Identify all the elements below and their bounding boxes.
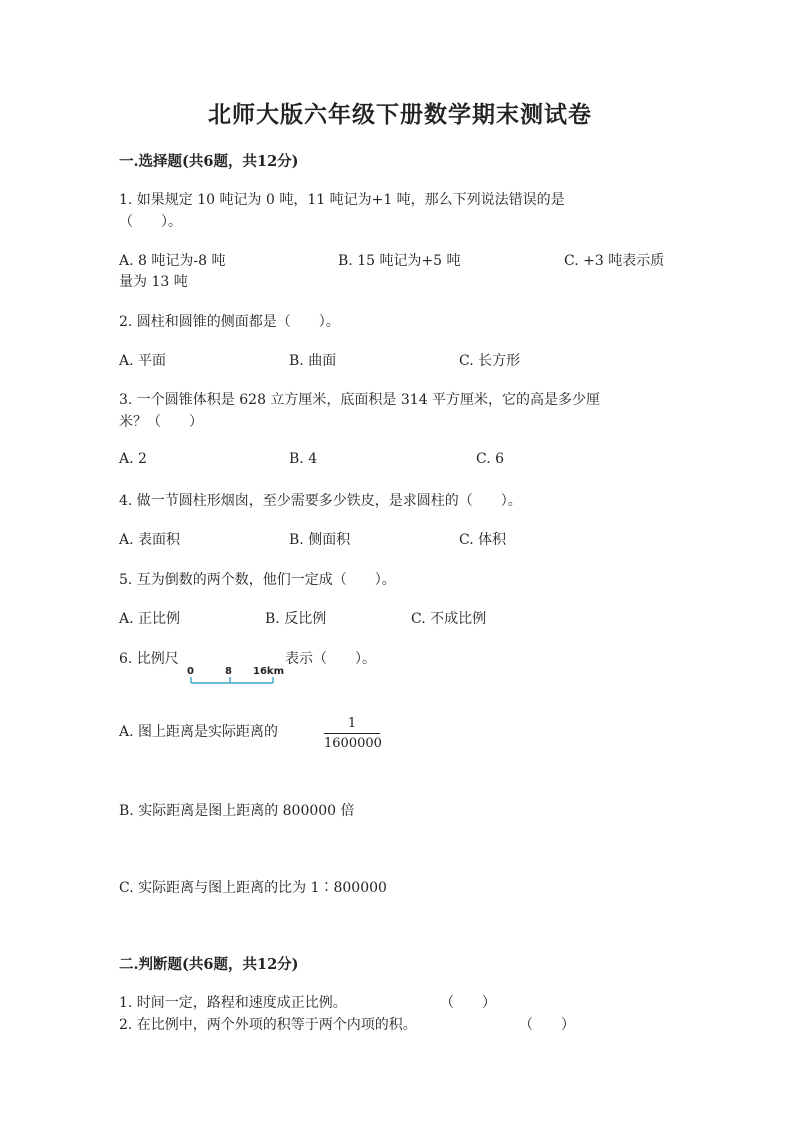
section-heading-judgment: 二.判断题(共6题，共12分) [119,956,299,973]
question-3-option-b: B. 4 [289,451,318,467]
question-5-text: 5. 互为倒数的两个数，他们一定成（ ）。 [119,572,396,588]
fraction [324,715,380,752]
question-1-option-b: B. 15 吨记为+5 吨 [338,253,461,269]
judgment-1-paren: （ ） [440,995,496,1011]
scale-label-0: 0 [187,666,194,677]
question-6-option-c: C. 实际距离与图上距离的比为 1∶800000 [119,880,387,896]
question-5-option-a: A. 正比例 [119,611,181,627]
question-4-option-b: B. 侧面积 [289,532,351,548]
question-2-text: 2. 圆柱和圆锥的侧面都是（ ）。 [119,314,340,330]
question-3-text-cont: 米？（ ） [119,414,203,430]
question-1-option-a: A. 8 吨记为-8 吨 [119,253,226,269]
question-6-option-b: B. 实际距离是图上距离的 800000 倍 [119,803,355,819]
question-1-text-cont: （ ）。 [119,214,182,230]
question-5-option-c: C. 不成比例 [411,611,487,627]
scale-label-8: 8 [225,666,232,677]
scale-bar-diagram [186,661,286,689]
question-6-text-suffix: 表示（ ）。 [285,651,376,667]
question-2-option-a: A. 平面 [119,353,167,369]
question-4-option-c: C. 体积 [459,532,507,548]
question-6-text-prefix: 6. 比例尺 [119,651,179,667]
question-6-option-a: A. 图上距离是实际距离的 [119,724,279,740]
question-4-text: 4. 做一节圆柱形烟囱，至少需要多少铁皮，是求圆柱的（ ）。 [119,493,522,509]
question-3-text: 3. 一个圆锥体积是 628 立方厘米，底面积是 314 平方厘米，它的高是多少厘 [119,392,601,408]
question-1-option-c-cont: 量为 13 吨 [119,274,188,290]
judgment-1-text: 1. 时间一定，路程和速度成正比例。 [119,995,347,1011]
question-4-option-a: A. 表面积 [119,532,181,548]
question-3-option-a: A. 2 [119,451,147,467]
fraction-numerator: 1 [347,716,357,731]
question-1-option-c: C. +3 吨表示质 [564,253,665,269]
section-heading-choice: 一.选择题(共6题，共12分) [119,153,299,170]
fraction-denominator: 1600000 [324,736,382,751]
question-5-option-b: B. 反比例 [265,611,327,627]
question-3-option-c: C. 6 [476,451,505,467]
scale-label-16km: 16km [253,666,284,677]
question-2-option-b: B. 曲面 [289,353,337,369]
judgment-2-paren: （ ） [519,1017,575,1033]
fraction-bar [324,733,380,734]
page-title: 北师大版六年级下册数学期末测试卷 [208,101,592,128]
judgment-2-text: 2. 在比例中，两个外项的积等于两个内项的积。 [119,1017,417,1033]
question-1-text: 1. 如果规定 10 吨记为 0 吨，11 吨记为+1 吨，那么下列说法错误的是 [119,192,565,208]
question-2-option-c: C. 长方形 [459,353,521,369]
